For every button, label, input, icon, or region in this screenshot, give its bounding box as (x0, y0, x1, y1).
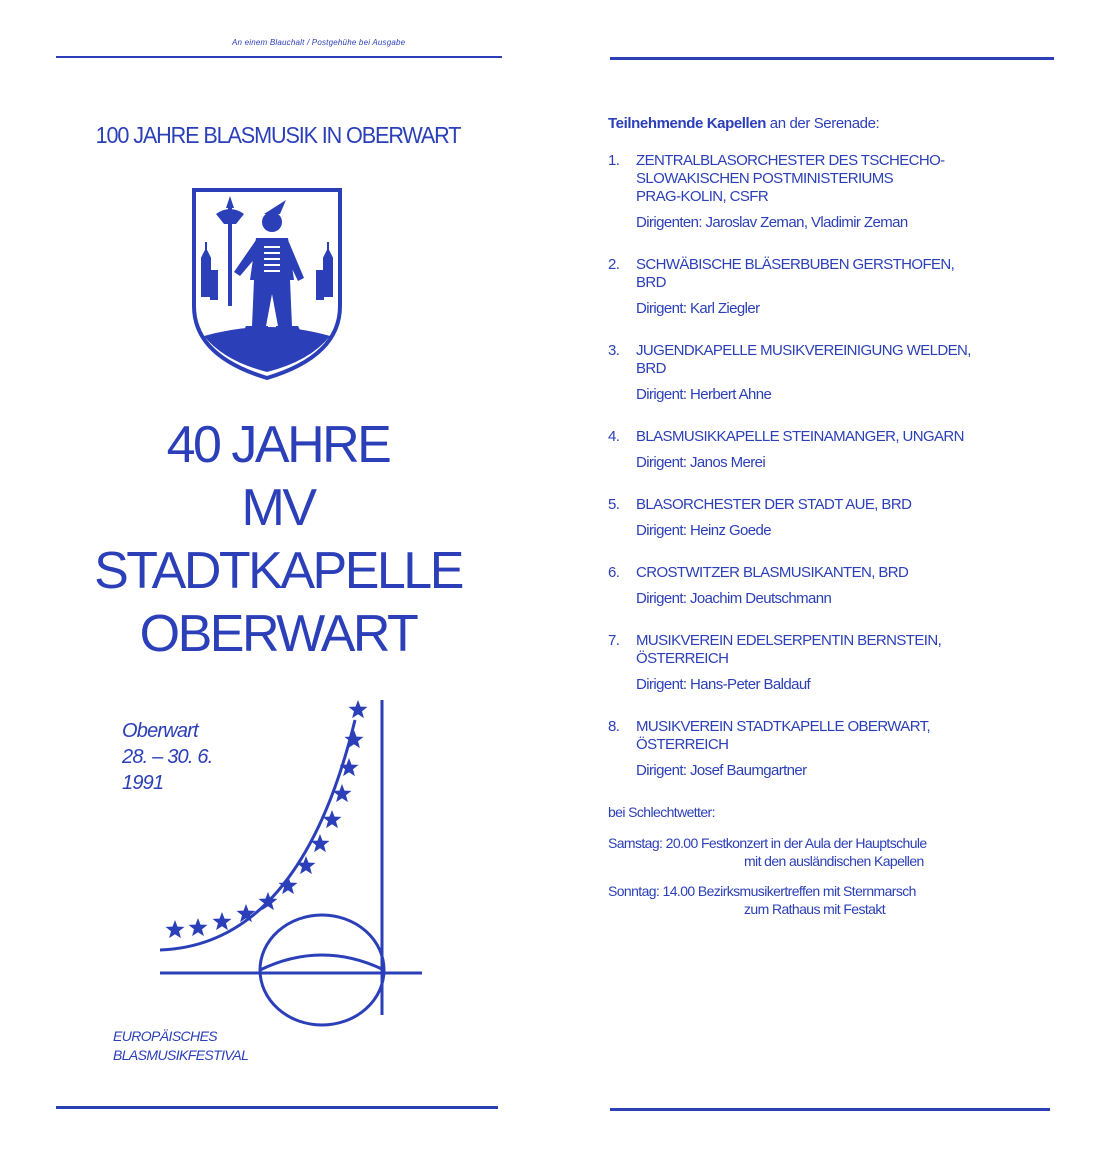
main-title-line-2: MV (241, 479, 315, 537)
band-name-line: ÖSTERREICH (636, 736, 729, 753)
small-note: An einem Blauchalt / Postgehühe bei Ausgabe (232, 38, 406, 47)
band-number: 1. (608, 152, 620, 169)
bad-weather-sunday (608, 882, 1068, 918)
band-name-line: ÖSTERREICH (636, 650, 729, 667)
band-list-heading-rest: an der Serenade: (766, 115, 880, 132)
band-details (636, 496, 1068, 540)
band-conductor: Dirigent: Heinz Goede (636, 522, 771, 539)
band-number: 8. (608, 718, 620, 735)
bottom-rule-right (610, 1108, 1050, 1111)
band-conductor: Dirigent: Hans-Peter Baldauf (636, 676, 811, 693)
band-name-line: ZENTRALBLASORCHESTER DES TSCHECHO- (636, 152, 945, 169)
band-list-heading-bold: Teilnehmende Kapellen (608, 115, 767, 132)
band-name-line: MUSIKVEREIN STADTKAPELLE OBERWART, (636, 718, 931, 735)
list-item (608, 152, 1068, 232)
band-name-line: PRAG-KOLIN, CSFR (636, 188, 769, 205)
band-list (608, 152, 1068, 780)
band-details (636, 152, 1068, 232)
band-details (636, 718, 1068, 780)
main-title-line-3: STADTKAPELLE (94, 542, 462, 600)
band-name-line: SLOWAKISCHEN POSTMINISTERIUMS (636, 170, 894, 187)
band-details (636, 256, 1068, 318)
bad-weather-sunday-line-2: zum Rathaus mit Festakt (744, 901, 886, 917)
band-details (636, 342, 1068, 404)
band-name-line: JUGENDKAPELLE MUSIKVEREINIGUNG WELDEN, (636, 342, 971, 359)
bottom-rule-left (56, 1106, 498, 1109)
band-list-heading (608, 115, 1068, 132)
main-title-line-4: OBERWART (139, 605, 417, 663)
band-details (636, 564, 1068, 608)
list-item (608, 718, 1068, 780)
band-name-line: MUSIKVEREIN EDELSERPENTIN BERNSTEIN, (636, 632, 942, 649)
band-number: 6. (608, 564, 620, 581)
top-rule-left (56, 56, 502, 58)
band-conductor: Dirigent: Herbert Ahne (636, 386, 772, 403)
festival-name (113, 1027, 248, 1065)
list-item (608, 342, 1068, 404)
band-number: 5. (608, 496, 620, 513)
star-icon (349, 700, 368, 718)
bad-weather-saturday-line-2: mit den ausländischen Kapellen (744, 853, 924, 869)
star-icon (297, 856, 316, 874)
bad-weather-saturday-line-1: Samstag: 20.00 Festkonzert in der Aula der Hauptschule (608, 835, 927, 851)
band-name-line: BRD (636, 360, 666, 377)
band-list-panel (608, 115, 1068, 918)
star-icon (279, 876, 298, 894)
band-name-line: BLASORCHESTER DER STADT AUE, BRD (636, 496, 912, 513)
star-icon (166, 920, 185, 938)
band-name-line: SCHWÄBISCHE BLÄSERBUBEN GERSTHOFEN, (636, 256, 955, 273)
list-item (608, 428, 1068, 472)
anniversary-title: 100 JAHRE BLASMUSIK IN OBERWART (95, 122, 461, 148)
band-details (636, 632, 1068, 694)
star-icon (213, 912, 232, 930)
band-number: 4. (608, 428, 620, 445)
band-conductor: Dirigent: Josef Baumgartner (636, 762, 807, 779)
list-item (608, 256, 1068, 318)
bad-weather-sunday-line-1: Sonntag: 14.00 Bezirksmusikertreffen mit Sternmarsch (608, 883, 916, 899)
main-title (58, 414, 498, 666)
bad-weather-section (608, 804, 1068, 918)
band-name-line: BLASMUSIKKAPELLE STEINAMANGER, UNGARN (636, 428, 964, 445)
star-icon (189, 918, 208, 936)
bad-weather-saturday (608, 834, 1068, 870)
coat-of-arms-icon (190, 186, 344, 382)
band-details (636, 428, 1068, 472)
band-conductor: Dirigenten: Jaroslav Zeman, Vladimir Zeman (636, 214, 908, 231)
band-name-line: BRD (636, 274, 666, 291)
date-range: 28. – 30. 6. (122, 746, 213, 768)
bad-weather-label: bei Schlechtwetter: (608, 804, 715, 820)
top-rule-right (610, 57, 1054, 60)
date-place: Oberwart (122, 720, 198, 742)
band-conductor: Dirigent: Karl Ziegler (636, 300, 760, 317)
list-item (608, 632, 1068, 694)
band-number: 7. (608, 632, 620, 649)
list-item (608, 496, 1068, 540)
list-item (608, 564, 1068, 608)
band-conductor: Dirigent: Janos Merei (636, 454, 766, 471)
date-block (122, 718, 212, 796)
band-name-line: CROSTWITZER BLASMUSIKANTEN, BRD (636, 564, 909, 581)
main-title-line-1: 40 JAHRE (166, 416, 390, 474)
band-conductor: Dirigent: Joachim Deutschmann (636, 590, 832, 607)
band-number: 3. (608, 342, 620, 359)
date-year: 1991 (122, 772, 164, 794)
band-number: 2. (608, 256, 620, 273)
festival-name-line-2: BLASMUSIKFESTIVAL (113, 1047, 249, 1063)
festival-name-line-1: EUROPÄISCHES (113, 1028, 218, 1044)
